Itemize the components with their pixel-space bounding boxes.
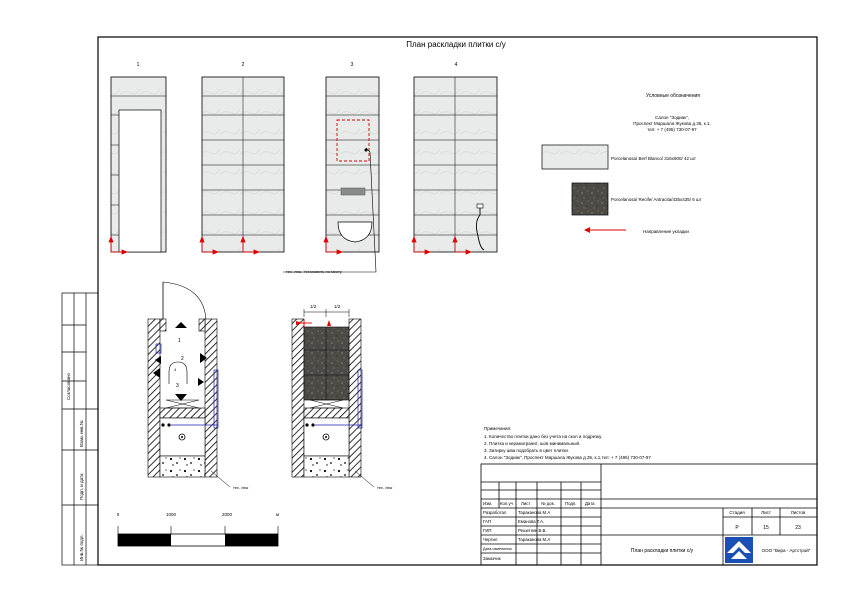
note-line: 4. Салон "Зодиак", Проспект Маршала Жукова д.35, к.1,тел: + 7 (495) 730-07-97 <box>484 455 651 460</box>
tb-col-head: Дата <box>585 501 595 506</box>
tb-col-head: Кол.уч <box>500 501 513 506</box>
plan1-label: 1 <box>178 338 181 344</box>
tb-company: ООО "Вира - Артстрой" <box>761 548 811 553</box>
wall-number: 1 <box>136 62 140 68</box>
tb-col-head: Подп. <box>565 501 577 506</box>
tb-name: Решетняк В.В. <box>518 528 547 533</box>
tb-col-head: Изм. <box>483 501 493 506</box>
tile-swatch-stone <box>572 183 608 215</box>
tb-name: Еманова Т.А. <box>518 519 545 524</box>
legend-tile2: Porcelanosa/ Recife/ Antracita/435x435/ 6 шт <box>611 197 702 202</box>
tb-role: Дата изменения <box>483 547 512 551</box>
wall-elevation-4 <box>414 77 497 252</box>
tb-sheets: 23 <box>795 525 801 531</box>
tb-name: Тараканова М.А <box>518 510 551 515</box>
note-line: 2. Плитка и керамогранит, шов минимальный. <box>484 441 581 446</box>
wall-elevation-1 <box>111 77 166 252</box>
floor-plan-2 <box>292 309 362 477</box>
plan1-label: 3 <box>176 383 179 389</box>
plan1-tech-label: тех. люк <box>233 485 249 490</box>
company-logo <box>725 537 753 563</box>
note-line: 1. Количество плитки дано без учета на скол и подрезку. <box>484 434 603 439</box>
wall-number: 4 <box>454 62 458 68</box>
stamp-label: Подп. и дата <box>79 473 84 500</box>
tb-col-head: № док. <box>541 501 555 506</box>
scale-label: 1000 <box>165 512 177 517</box>
note-line: 3. Затирку шва подобрать в цвет плитки. <box>484 448 570 453</box>
scale-label: 2000 <box>221 512 233 517</box>
tb-name: Тараканова М.А <box>518 537 551 542</box>
tech-hatch-note: тех. люк. Установить по месту <box>286 269 342 274</box>
tb-role: Чертил <box>483 537 498 542</box>
legend-heading: Условные обозначения <box>645 93 701 99</box>
scale-bar <box>118 526 278 546</box>
wall-number: 2 <box>241 62 245 68</box>
tb-sheet-head: Лист <box>761 510 771 515</box>
wall-number: 3 <box>350 62 354 68</box>
notes-heading: Примечания: <box>484 426 512 431</box>
wall-elevation-3 <box>283 77 379 272</box>
tb-role: Разработал <box>483 510 507 515</box>
plan2-tech-label: тех. люк <box>377 485 393 490</box>
tb-role: ГАП <box>483 519 491 524</box>
stamp-label: Взам. инв.№ <box>79 420 84 447</box>
flush-button <box>341 188 365 195</box>
tile-swatch-white <box>542 145 608 169</box>
tb-doc-title: План раскладки плитки с/у <box>630 548 694 554</box>
plan2-dim: 1/2 <box>310 304 317 309</box>
plan1-label: 2 <box>181 356 184 362</box>
tb-sheet: 15 <box>763 525 769 531</box>
tb-role: ГИП <box>483 528 492 533</box>
tb-stage-head: Стадия <box>729 510 745 515</box>
legend-salon-line: Проспект Маршала Жукова д.35, к.1, <box>633 121 711 126</box>
legend-salon-line: Салон "Зодиак", <box>655 115 689 120</box>
page-title: План раскладки плитки с/у <box>406 40 506 49</box>
scale-label: 0 <box>116 512 120 517</box>
plan1-label: 4 <box>174 367 177 372</box>
floor-plan-1 <box>148 282 218 477</box>
stamp-label: Инв.№ подл. <box>79 534 84 561</box>
legend-tile1: Porcelanosa/ Berf Blanco/ 316x900/ 42 шт <box>611 156 696 161</box>
legend-salon-line: тел: + 7 (495) 730-07-97 <box>647 127 697 132</box>
tb-stage: Р <box>735 525 739 531</box>
legend-direction: Направление укладки <box>643 229 689 234</box>
tb-sheets-head: Листов <box>790 510 806 515</box>
stamp-label: Согласовано <box>66 372 71 400</box>
wall-elevation-2 <box>202 77 284 252</box>
tb-col-head: Лист <box>521 501 531 506</box>
plan2-dim: 1/2 <box>334 304 341 309</box>
scale-unit: м <box>276 512 280 517</box>
direction-legend-arrow <box>584 227 626 233</box>
tb-role: Заказчик <box>483 556 501 561</box>
